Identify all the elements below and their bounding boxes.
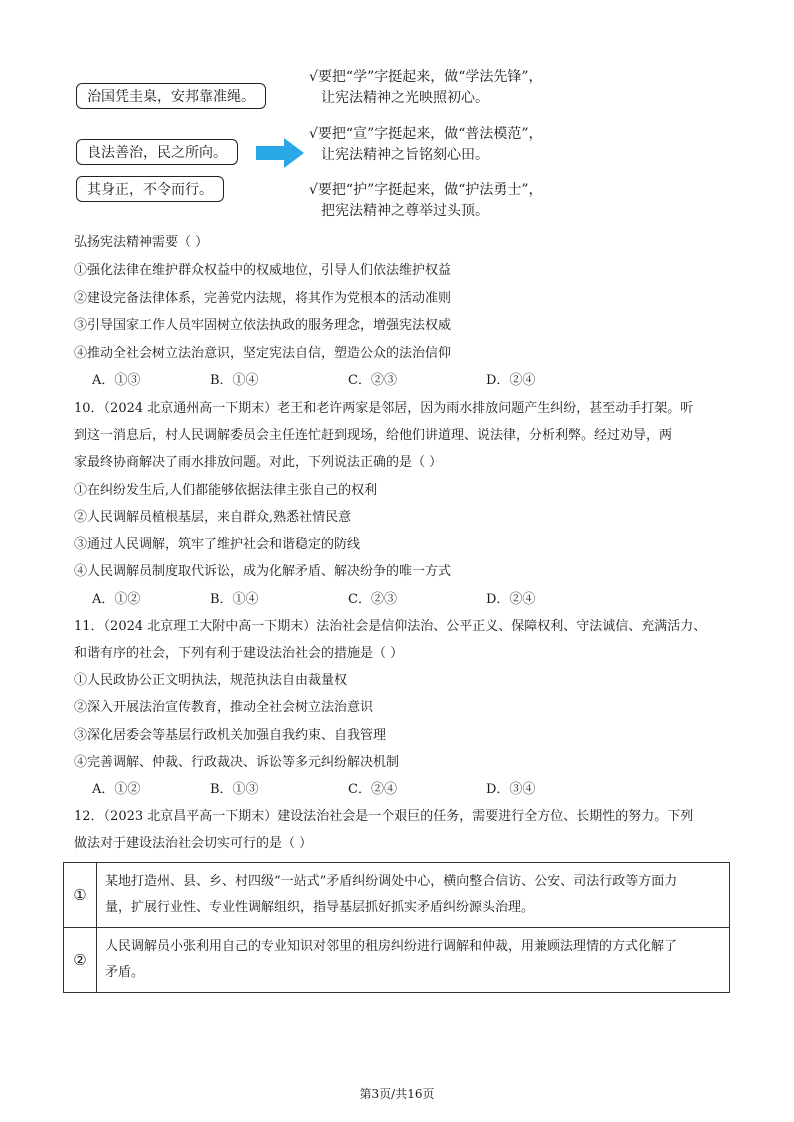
q9-item-2: ②建设完备法律体系，完善党内法规，将其作为党根本的活动准则 xyxy=(74,291,452,306)
q10-stem-line-2: 到这一消息后，村人民调解委员会主任连忙赶到现场，给他们讲道理、说法律，分析利弊。经过劝导，两 xyxy=(74,428,673,443)
arrow-right-icon xyxy=(256,138,306,168)
q11-stem-line-1: 11．（2024 北京理工大附中高一下期末）法治社会是信仰法治、公平正义、保障权利、守法诚信、充满活力、 xyxy=(74,619,707,634)
q11-option-d[interactable]: D．③④ xyxy=(486,782,536,797)
q12-row-1-number: ① xyxy=(64,863,97,928)
q10-item-3: ③通过人民调解，筑牢了维护社会和谐稳定的防线 xyxy=(74,537,361,552)
q11-option-c[interactable]: C．②④ xyxy=(348,782,397,797)
q10-item-4: ④人民调解员制度取代诉讼，成为化解矛盾、解决纷争的唯一方式 xyxy=(74,564,452,579)
quote-box-3: 其身正，不令而行。 xyxy=(76,176,224,202)
q11-option-b[interactable]: B．①③ xyxy=(210,782,259,797)
q9-item-1: ①强化法律在维护群众权益中的权威地位，引导人们依法维护权益 xyxy=(74,263,452,278)
q12-row-2-number: ② xyxy=(64,928,97,993)
quote-box-1: 治国凭圭臬，安邦靠准绳。 xyxy=(76,83,266,109)
q10-options xyxy=(92,590,692,610)
q12-row-1-text xyxy=(97,863,730,928)
page-footer: 第3页/共16页 xyxy=(359,1087,435,1101)
q10-stem-line-1: 10．（2024 北京通州高一下期末）老王和老许两家是邻居，因为雨水排放问题产生纠纷，甚至动手打架。听 xyxy=(74,401,694,416)
q11-options xyxy=(92,780,692,800)
q11-stem-line-2: 和谐有序的社会，下列有利于建设法治社会的措施是（ ） xyxy=(74,646,404,661)
q9-options xyxy=(92,371,692,391)
q9-option-b[interactable]: B．①④ xyxy=(210,373,259,388)
q12-table xyxy=(63,862,730,993)
q11-item-4: ④完善调解、仲裁、行政裁决、诉讼等多元纠纷解决机制 xyxy=(74,755,400,770)
tip-3 xyxy=(309,180,543,222)
tip-2-line1: √要把“宣”字挺起来，做“普法模范”， xyxy=(309,126,543,142)
tip-1-line2: 让宪法精神之光映照初心。 xyxy=(321,90,489,106)
q11-item-3: ③深化居委会等基层行政机关加强自我约束、自我管理 xyxy=(74,728,387,743)
q10-option-c[interactable]: C．②③ xyxy=(348,592,397,607)
q10-option-d[interactable]: D．②④ xyxy=(486,592,536,607)
q9-item-4: ④推动全社会树立法治意识，坚定宪法自信，塑造公众的法治信仰 xyxy=(74,346,452,361)
q12-row-2-line2: 矛盾。 xyxy=(105,965,145,980)
q9-option-d[interactable]: D．②④ xyxy=(486,373,536,388)
q12-row-1-line1: 某地打造州、县、乡、村四级“一站式”矛盾纠纷调处中心，横向整合信访、公安、司法行政等方面力 xyxy=(105,874,678,889)
q11-item-2: ②深入开展法治宣传教育，推动全社会树立法治意识 xyxy=(74,700,374,715)
q12-row-2-line1: 人民调解员小张利用自己的专业知识对邻里的租房纠纷进行调解和仲裁，用兼顾法理情的方式化解了 xyxy=(105,939,678,954)
table-row xyxy=(64,928,730,993)
q10-item-1: ①在纠纷发生后,人们都能够依据法律主张自己的权利 xyxy=(74,483,378,498)
q11-option-a[interactable]: A．①② xyxy=(92,782,141,797)
tip-3-line2: 把宪法精神之尊举过头顶。 xyxy=(321,203,489,219)
table-row xyxy=(64,863,730,928)
tip-2 xyxy=(309,124,543,166)
q9-option-a[interactable]: A．①③ xyxy=(92,373,141,388)
tip-2-line2: 让宪法精神之旨铭刻心田。 xyxy=(321,147,489,163)
q9-item-3: ③引导国家工作人员牢固树立依法执政的服务理念，增强宪法权威 xyxy=(74,318,452,333)
q12-stem-line-1: 12．（2023 北京昌平高一下期末）建设法治社会是一个艰巨的任务，需要进行全方位、长期性的努力。下列 xyxy=(74,809,694,824)
q10-option-b[interactable]: B．①④ xyxy=(210,592,259,607)
q12-row-1-line2: 量，扩展行业性、专业性调解组织，指导基层抓好抓实矛盾纠纷源头治理。 xyxy=(105,900,535,915)
q12-row-2-text xyxy=(97,928,730,993)
q9-option-c[interactable]: C．②③ xyxy=(348,373,397,388)
quote-box-2: 良法善治，民之所向。 xyxy=(76,139,238,165)
tip-3-line1: √要把“护”字挺起来，做“护法勇士”， xyxy=(309,182,543,198)
q12-stem-line-2: 做法对于建设法治社会切实可行的是（ ） xyxy=(74,836,313,851)
tip-1 xyxy=(309,67,543,109)
q9-stem: 弘扬宪法精神需要（ ） xyxy=(74,235,209,250)
q10-stem-line-3: 家最终协商解决了雨水排放问题。对此，下列说法正确的是（ ） xyxy=(74,455,443,470)
q11-item-1: ①人民政协公正文明执法，规范执法自由裁量权 xyxy=(74,673,348,688)
tip-1-line1: √要把“学”字挺起来，做“学法先锋”， xyxy=(309,69,543,85)
q10-item-2: ②人民调解员植根基层，来自群众,熟悉社情民意 xyxy=(74,510,352,525)
q10-option-a[interactable]: A．①② xyxy=(92,592,141,607)
